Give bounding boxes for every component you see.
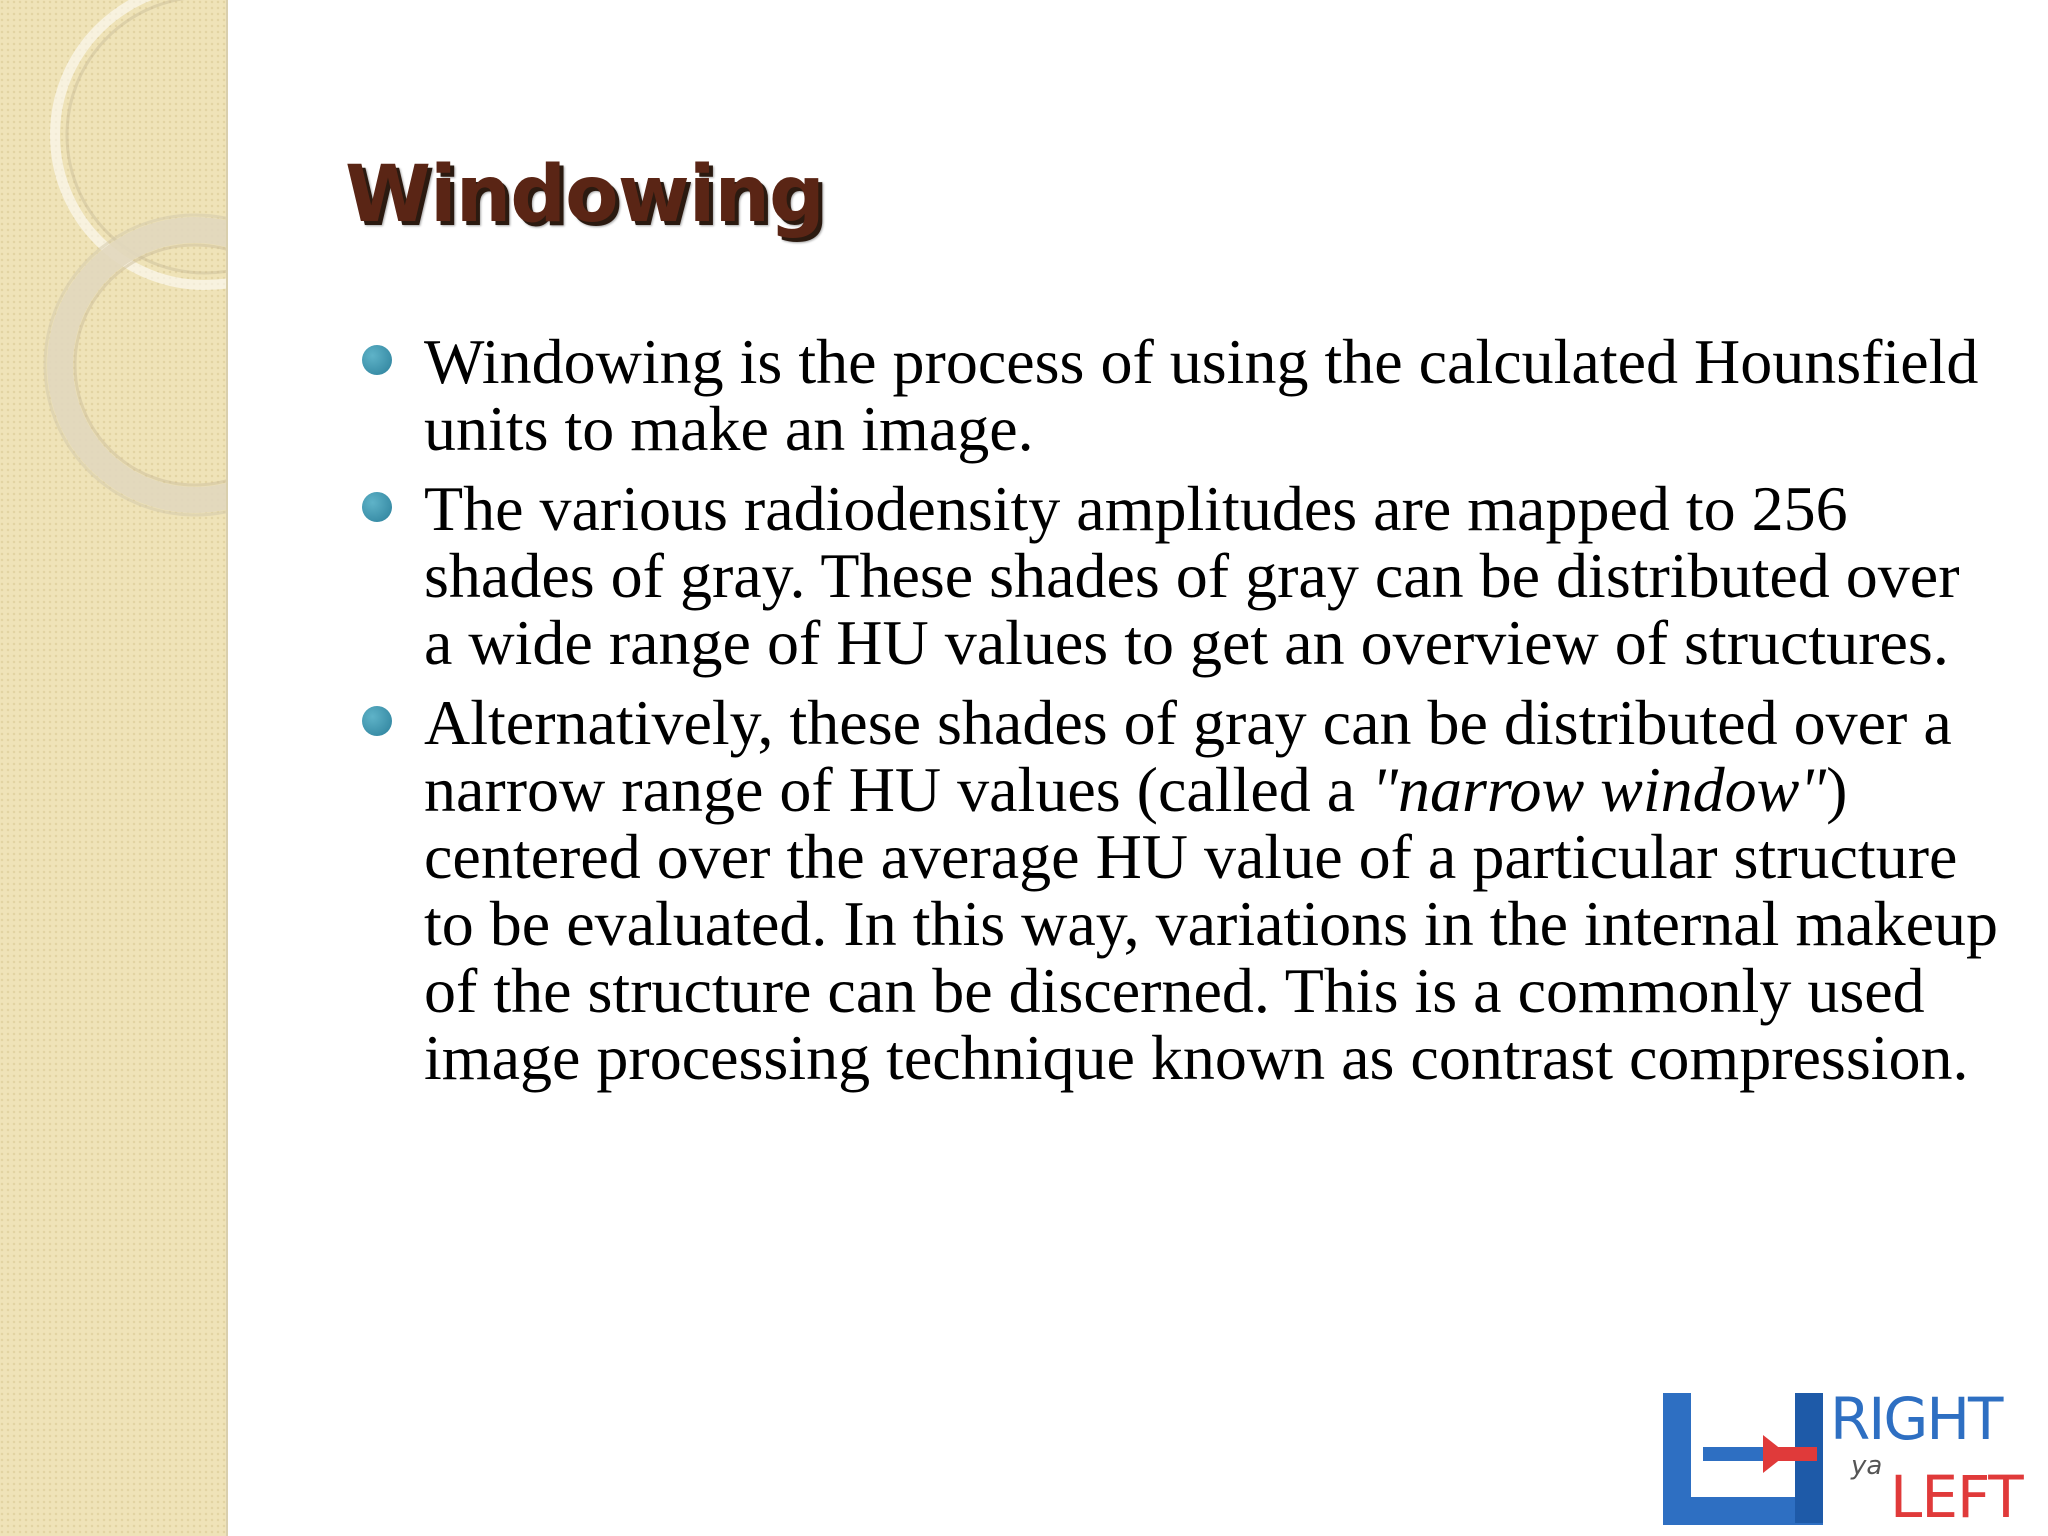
- bullet-item: [362, 689, 2002, 1091]
- slide-title: Windowing: [345, 150, 824, 240]
- decorative-rings-icon: [0, 0, 226, 520]
- bullet-text: Windowing is the process of using the calculated Hounsfield units to make an image.: [424, 326, 1979, 464]
- bullet-text: The various radiodensity amplitudes are mapped to 256 shades of gray. These shades of gray can be distributed over a wide range of HU values to get an overview of structures.: [424, 473, 1960, 678]
- logo-word-ya: ya: [1851, 1451, 1883, 1481]
- logo-word-left: LEFT: [1890, 1463, 2023, 1531]
- bullet-item: [362, 328, 2002, 462]
- bullet-dot-icon: [362, 706, 392, 736]
- bullet-text: Alternatively, these shades of gray can be distributed over a narrow range of HU values (called a: [424, 687, 1952, 825]
- right-ya-left-logo: [1655, 1385, 2025, 1535]
- bullet-dot-icon: [362, 345, 392, 375]
- sidebar-divider: [226, 0, 228, 1536]
- bullet-list: [362, 328, 2002, 1104]
- bullet-dot-icon: [362, 492, 392, 522]
- logo-word-right: RIGHT: [1830, 1385, 2002, 1453]
- bullet-text: ) centered over the average HU value of a particular structure to be evaluated. In this way, variations in the internal makeup of the structure can be discerned. This is a commonly used image processing technique known as contrast compression.: [424, 754, 1999, 1093]
- bullet-item: [362, 475, 2002, 676]
- bullet-text-italic: "narrow window": [1371, 754, 1827, 825]
- decorative-sidebar: [0, 0, 226, 1536]
